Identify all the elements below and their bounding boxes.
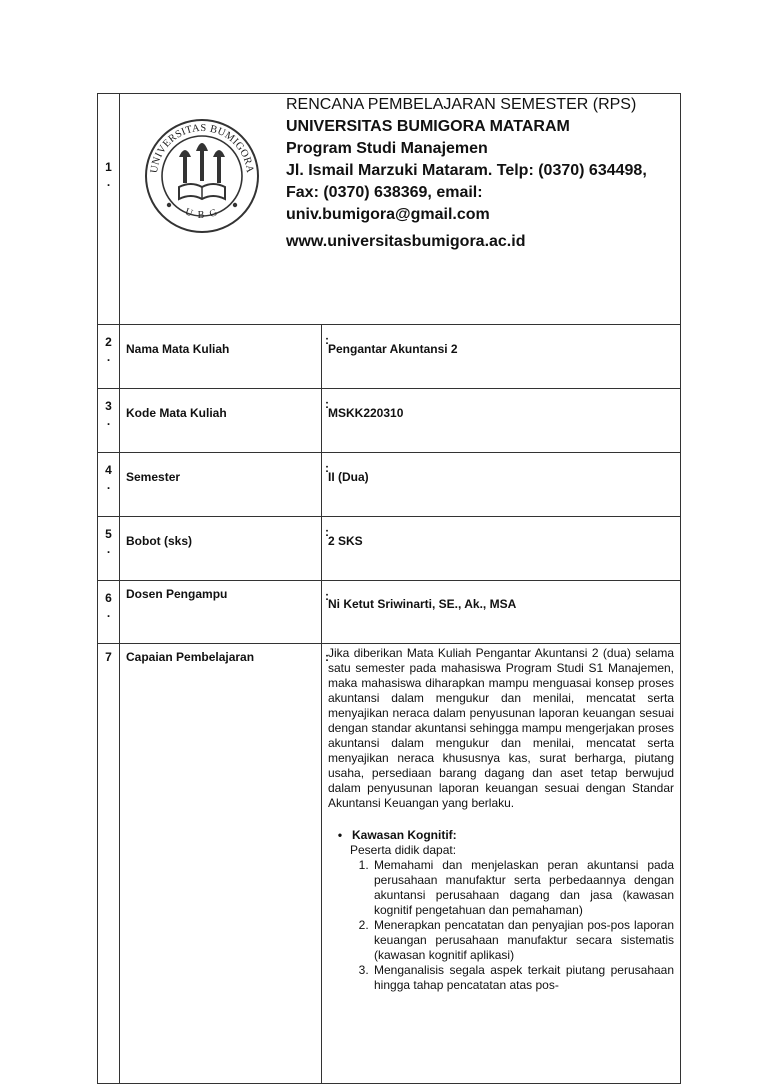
course-name-value: Pengantar Akuntansi 2	[322, 325, 681, 389]
field-label: Semester :	[120, 453, 322, 517]
section-title: Kawasan Kognitif:	[352, 828, 457, 842]
credits-value: 2 SKS	[322, 517, 681, 581]
list-item: 2. Menerapkan pencatatan dan penyajian pos-pos laporan keuangan perusahaan manufaktur secara sistematis (kawasan kognitif aplikasi)	[372, 918, 674, 963]
seal-text-bottom: U B G	[183, 206, 221, 221]
header-title: RENCANA PEMBELAJARAN SEMESTER (RPS)	[286, 96, 637, 113]
outcomes-description: Jika diberikan Mata Kuliah Pengantar Akuntansi 2 (dua) selama satu semester pada mahasiswa Program Studi S1 Manajemen, maka mahasiswa diharapkan mampu menguasai konsep proses akuntansi dalam mengukur dan menilai, mencatat serta menyajikan neraca dalam penyusunan laporan keuangan sesuai dengan standar akuntansi sehingga mampu mengerjakan proses akuntansi dalam mengukur dan menilai, mencatat serta menyajikan neraca khususnya kas, surat berharga, piutang usaha, persediaan barang dagang dan aset tetap berwujud dalam penyusunan laporan keuangan sesuai dengan Standar Akuntansi Keuangan yang berlaku.	[328, 646, 675, 810]
row-number: 6 .	[98, 581, 120, 644]
semester-value: II (Dua)	[322, 453, 681, 517]
row-number: 3 .	[98, 389, 120, 453]
header-program: Program Studi Manajemen	[286, 140, 488, 157]
header-text	[284, 94, 647, 258]
field-label: Nama Mata Kuliah :	[120, 325, 322, 389]
lecturer-value: Ni Ketut Sriwinarti, SE., Ak., MSA	[322, 581, 681, 644]
university-logo	[120, 94, 284, 258]
row-number: 7	[98, 644, 120, 1084]
goals-list	[328, 858, 674, 993]
field-label: Dosen Pengampu :	[120, 581, 322, 644]
learning-outcomes-content	[322, 644, 681, 1084]
field-label: Bobot (sks) :	[120, 517, 322, 581]
info-row-semester	[98, 453, 681, 517]
cognitive-section	[328, 828, 674, 993]
header-row	[98, 94, 681, 325]
row-number: 5 .	[98, 517, 120, 581]
field-label: Capaian Pembelajaran :	[120, 644, 322, 1084]
info-row-credits	[98, 517, 681, 581]
info-row-course-name	[98, 325, 681, 389]
university-seal-icon	[143, 117, 261, 235]
row-number: 2 .	[98, 325, 120, 389]
header-email: univ.bumigora@gmail.com	[286, 206, 490, 223]
info-row-lecturer	[98, 581, 681, 644]
header-website: www.universitasbumigora.ac.id	[286, 233, 526, 250]
list-item: 1. Memahami dan menjelaskan peran akuntansi pada perusahaan manufaktur serta perbedaannya dengan akuntansi perusahaan dagang dan jasa (kawasan kognitif pengetahuan dan pemahaman)	[372, 858, 674, 918]
header-fax: Fax: (0370) 638369, email:	[286, 184, 483, 201]
bullet-icon: •	[337, 828, 343, 842]
field-label: Kode Mata Kuliah :	[120, 389, 322, 453]
info-row-course-code	[98, 389, 681, 453]
course-code-value: MSKK220310	[322, 389, 681, 453]
header-university: UNIVERSITAS BUMIGORA MATARAM	[286, 118, 570, 135]
seal-text-top: UNIVERSITAS BUMIGORA	[148, 122, 256, 174]
header-cell	[120, 94, 681, 325]
list-item: 3. Menganalisis segala aspek terkait piutang perusahaan hingga tahap pencatatan atas pos-	[372, 963, 674, 993]
row-number: 4 .	[98, 453, 120, 517]
section-intro: Peserta didik dapat:	[350, 843, 457, 857]
header-address: Jl. Ismail Marzuki Mataram. Telp: (0370) 634498,	[286, 162, 647, 179]
learning-outcomes-row	[98, 644, 681, 1084]
rps-table	[97, 93, 681, 1084]
row-number: 1 .	[98, 94, 120, 325]
